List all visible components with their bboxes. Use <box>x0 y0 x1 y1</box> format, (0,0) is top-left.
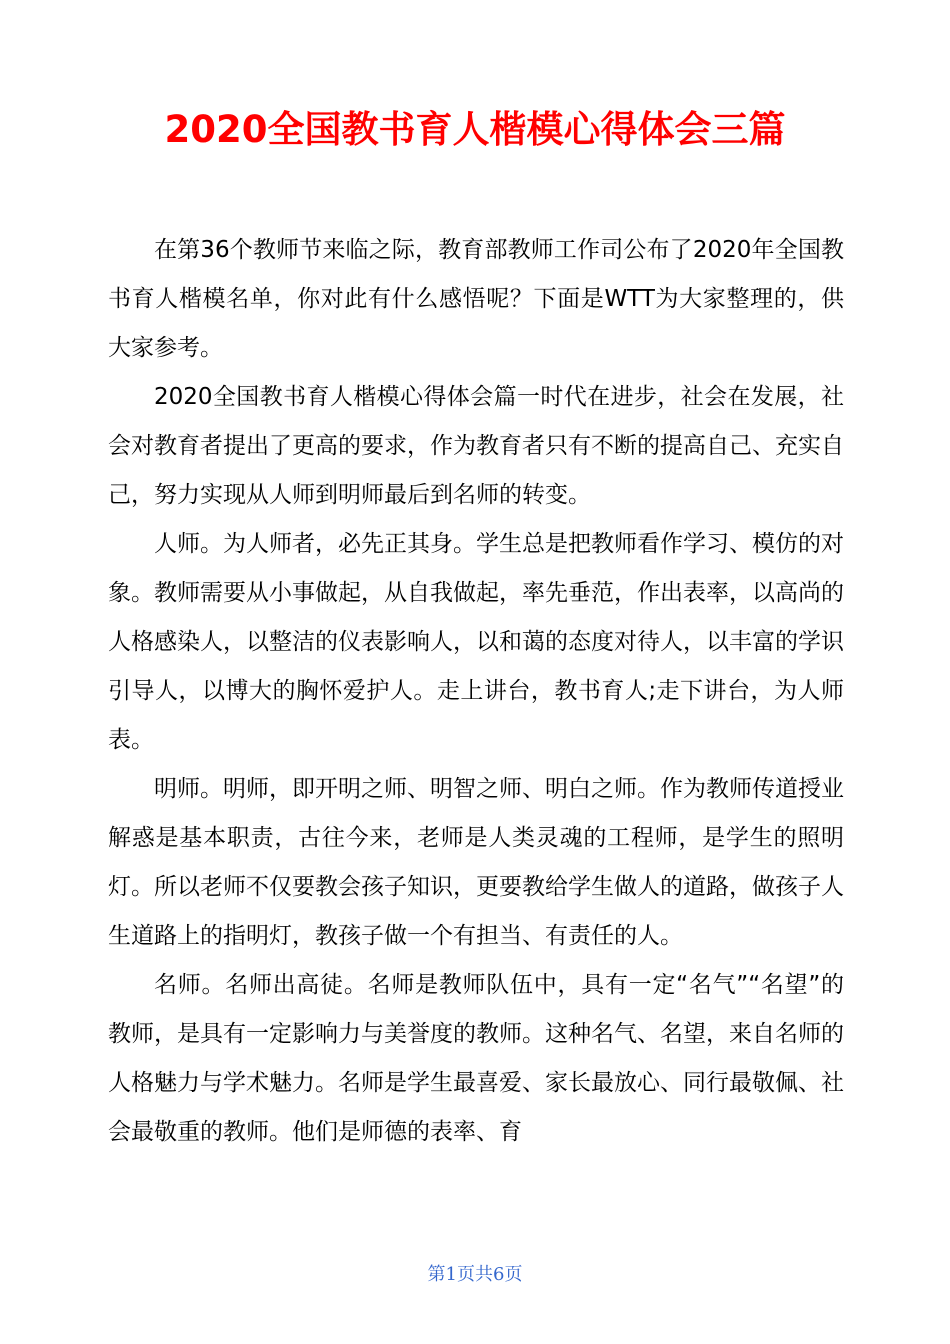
document-title: 2020全国教书育人楷模心得体会三篇 <box>164 108 786 151</box>
paragraph-mingshi-enlightened: 明师。明师，即开明之师、明智之师、明白之师。作为教师传道授业解惑是基本职责，古往今来，老师是人类灵魂的工程师，是学生的照明灯。所以老师不仅要教会孩子知识，更要教给学生做人的道路，做孩子人生道路上的指明灯，教孩子做一个有担当、有责任的人。 <box>108 776 844 949</box>
paragraph-renshi: 人师。为人师者，必先正其身。学生总是把教师看作学习、模仿的对象。教师需要从小事做起，从自我做起，率先垂范，作出表率，以高尚的人格感染人，以整洁的仪表影响人，以和蔼的态度对待人，以丰富的学识引导人，以博大的胸怀爱护人。走上讲台，教书育人;走下讲台，为人师表。 <box>108 531 844 753</box>
paragraph-part-one: 2020全国教书育人楷模心得体会篇一时代在进步，社会在发展，社会对教育者提出了更高的要求，作为教育者只有不断的提高自己、充实自己，努力实现从人师到明师最后到名师的转变。 <box>108 384 844 508</box>
paragraph-mingshi-famous: 名师。名师出高徒。名师是教师队伍中，具有一定“名气”“名望”的教师，是具有一定影响力与美誉度的教师。这种名气、名望，来自名师的人格魅力与学术魅力。名师是学生最喜爱、家长最放心、同行最敬佩、社会最敬重的教师。他们是师德的表率、育 <box>108 972 844 1145</box>
document-body <box>108 226 844 1157</box>
paragraph-intro: 在第36个教师节来临之际，教育部教师工作司公布了2020年全国教书育人楷模名单，你对此有什么感悟呢？下面是WTT为大家整理的，供大家参考。 <box>108 237 844 361</box>
page-indicator: 第1页共6页 <box>427 1264 523 1285</box>
